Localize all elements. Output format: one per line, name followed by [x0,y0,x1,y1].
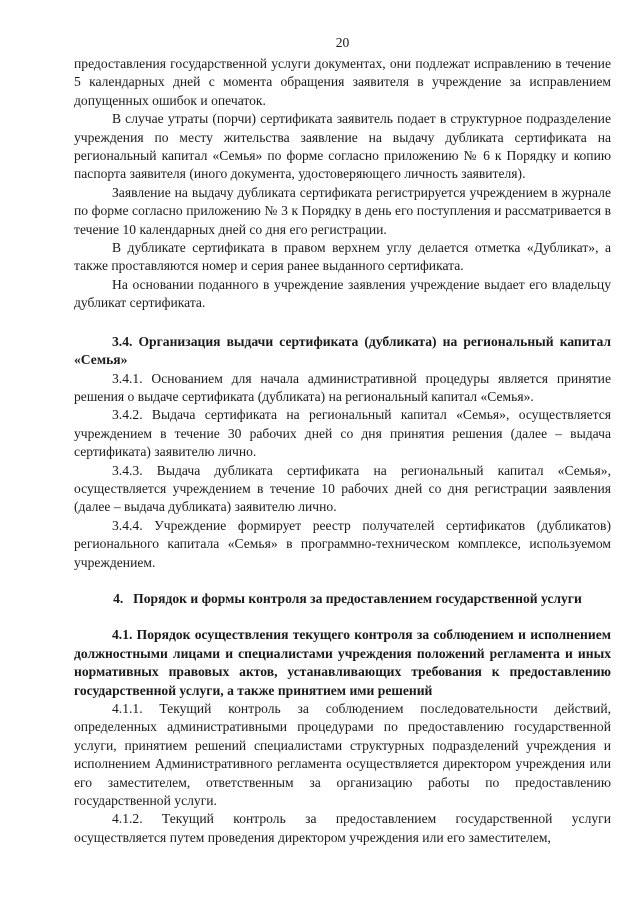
section-4-title: Порядок и формы контроля за предоставлением государственной услуги [133,590,582,606]
clause-3-4-2: 3.4.2. Выдача сертификата на региональный капитал «Семья», осуществляется учреждением в течение 30 рабочих дней со дня принятия решения (далее – выдача сертификата) заявителю лично. [74,407,611,460]
clause-3-4-1: 3.4.1. Основанием для начала административной процедуры является принятие решения о выдаче сертификата (дубликата) на региональный капитал «Семья». [74,370,611,404]
paragraph-duplicate-mark: В дубликате сертификата в правом верхнем углу делается отметка «Дубликат», а также проставляются номер и серия ранее выданного сертификата. [74,240,611,274]
section-4-number: 4. [113,590,124,606]
section-3-4-heading: 3.4. Организация выдачи сертификата (дубликата) на региональный капитал «Семья» [74,333,611,368]
section-4-heading [74,590,611,608]
page-number: 20 [335,35,350,50]
clause-4-1-2: 4.1.2. Текущий контроль за предоставлением государственной услуги осуществляется путем проведения директором учреждения или его заместителем, [74,811,611,845]
clause-4-1-1: 4.1.1. Текущий контроль за соблюдением последовательности действий, определенных административными процедурами по предоставлению государственной услуги, принятием решений специалистами структурных подразделений учреждения и исполнением Административного регламента осуществляется директором учреждения или его заместителем, ответственным за организацию работы по предоставлению государственной услуги. [74,701,611,809]
section-4-1-heading: 4.1. Порядок осуществления текущего контроля за соблюдением и исполнением должностными лицами и специалистами учреждения положений регламента и иных нормативных правовых актов, устанавливающих требования к предоставлению государственной услуги, а также принятием ими решений [74,627,611,698]
paragraph-duplicate-issue: На основании поданного в учреждение заявления учреждение выдает его владельцу дубликат сертификата. [74,276,611,311]
paragraph-correction-continuation: предоставления государственной услуги документах, они подлежат исправлению в течение 5 календарных дней с момента обращения заявителя в учреждение за исправлением допущенных ошибок и опечаток. [74,56,611,108]
paragraph-certificate-loss: В случае утраты (порчи) сертификата заявитель подает в структурное подразделение учреждения по месту жительства заявление на выдачу дубликата сертификата на региональный капитал «Семья» по форме согласно приложению № 6 к Порядку и копию паспорта заявителя (иного документа, удостоверяющего личность заявителя). [74,111,611,182]
clause-3-4-3: 3.4.3. Выдача дубликата сертификата на региональный капитал «Семья», осуществляется учреждением в течение 10 рабочих дней со дня регистрации заявления (далее – выдача дубликата) заявителю лично. [74,462,611,515]
paragraph-duplicate-registration: Заявление на выдачу дубликата сертификата регистрируется учреждением в журнале по форме согласно приложению № 3 к Порядку в день его поступления и рассматривается в течение 10 календарных дней со дня его регистрации. [74,184,611,237]
clause-3-4-4: 3.4.4. Учреждение формирует реестр получателей сертификатов (дубликатов) регионального капитала «Семья» в программно-техническом комплексе, используемом учреждением. [74,517,611,570]
